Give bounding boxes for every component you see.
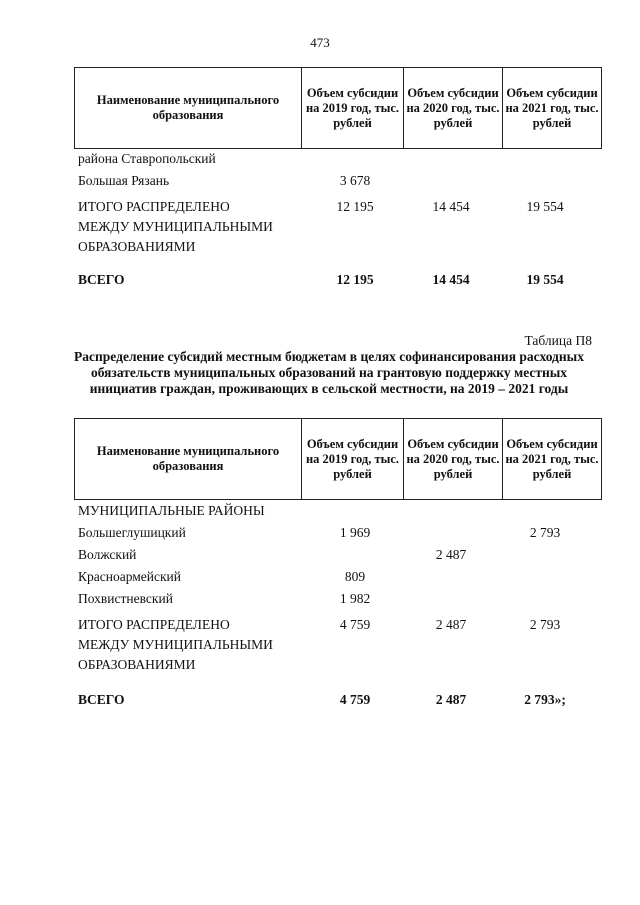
table2-section: МУНИЦИПАЛЬНЫЕ РАЙОНЫ bbox=[78, 503, 265, 518]
table1-header-name: Наименование муниципального образования bbox=[75, 68, 302, 149]
page-number: 473 bbox=[310, 35, 330, 50]
table2-label: Таблица П8 bbox=[524, 333, 592, 348]
table1-header-2020: Объем субсидии на 2020 год, тыс. рублей bbox=[404, 68, 503, 149]
table1-continuation: района Ставропольский bbox=[78, 151, 216, 166]
table1-header-2021: Объем субсидии на 2021 год, тыс. рублей bbox=[503, 68, 602, 149]
table2-header bbox=[74, 418, 602, 500]
table1-header-2019: Объем субсидии на 2019 год, тыс. рублей bbox=[302, 68, 404, 149]
table2-header-name: Наименование муниципального образования bbox=[75, 419, 302, 500]
table2-header-2019: Объем субсидии на 2019 год, тыс. рублей bbox=[302, 419, 404, 500]
table2-header-2020: Объем субсидии на 2020 год, тыс. рублей bbox=[404, 419, 503, 500]
table2-title: Распределение субсидий местным бюджетам в целях софинансирования расходных обязательств муниципальных образований на грантовую поддержку местных инициатив граждан, проживающих в сельской местности, на 2019 – 2021 годы bbox=[74, 349, 584, 396]
table1-header bbox=[74, 67, 602, 149]
table2-header-2021: Объем субсидии на 2021 год, тыс. рублей bbox=[503, 419, 602, 500]
